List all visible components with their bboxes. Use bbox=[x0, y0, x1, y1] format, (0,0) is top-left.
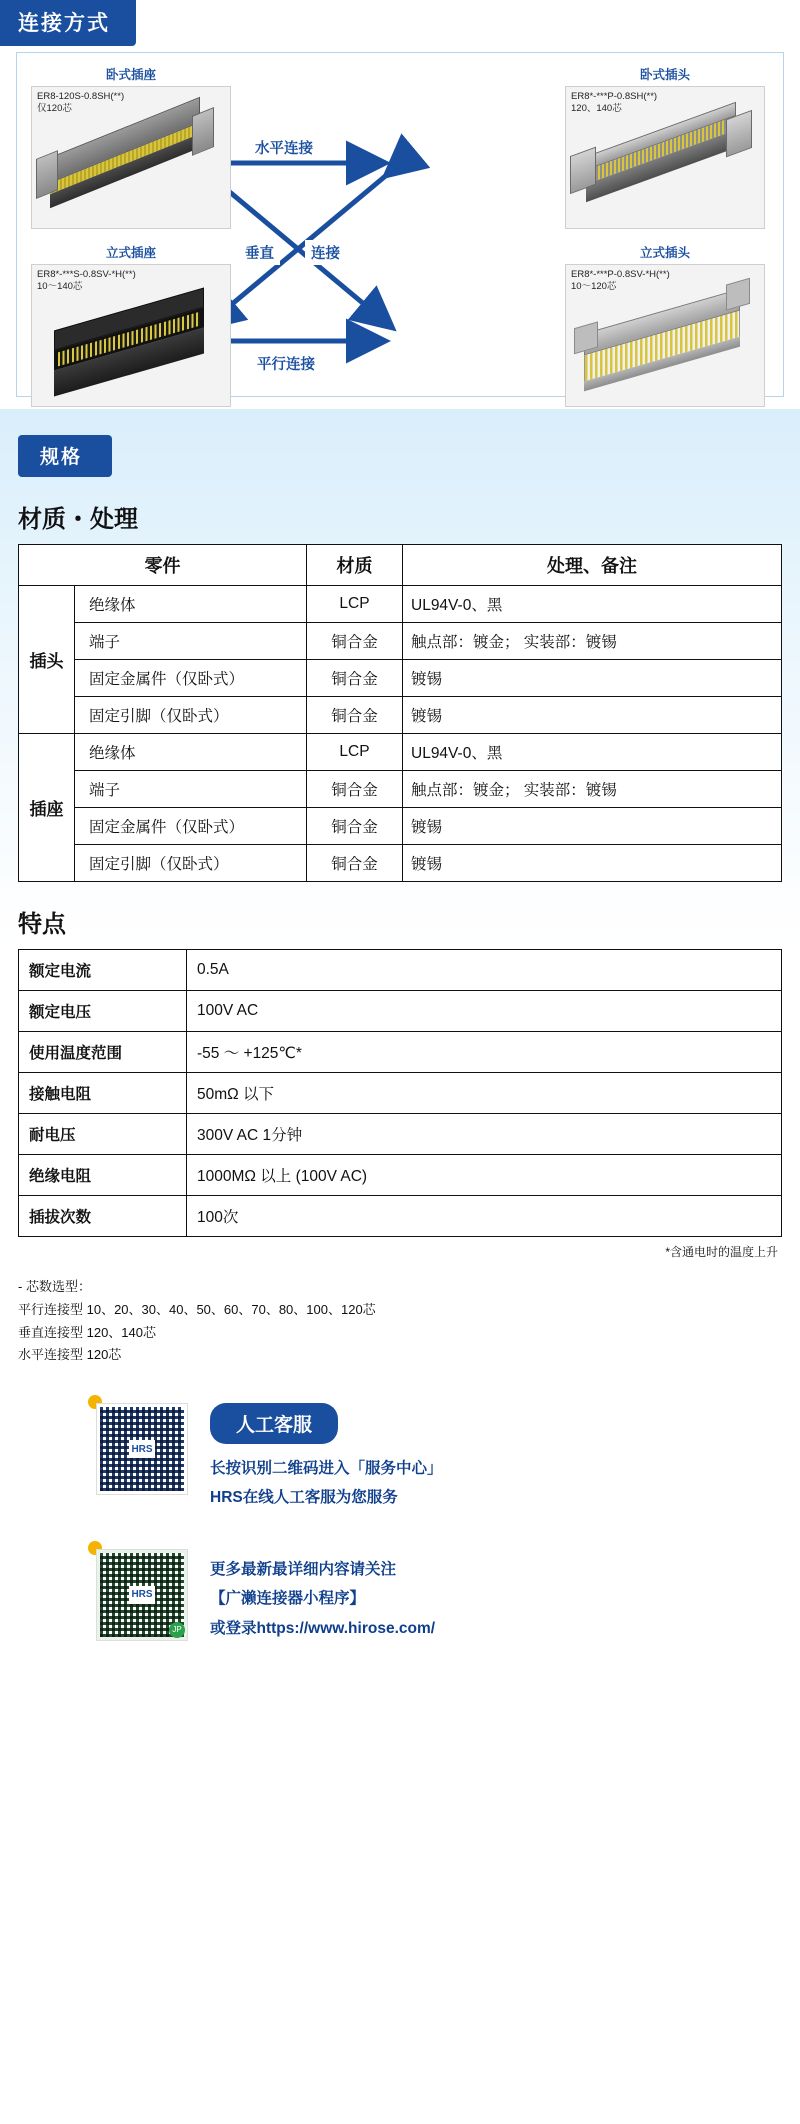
table-row bbox=[19, 623, 782, 660]
pin-count: 120、140芯 bbox=[571, 102, 622, 114]
cell-treatment: 镀锡 bbox=[403, 697, 782, 734]
qr-wrap-customer bbox=[96, 1403, 188, 1495]
table-row bbox=[19, 1155, 782, 1196]
cell-treatment: 镀锡 bbox=[403, 845, 782, 882]
pin-selection-note bbox=[18, 1276, 782, 1367]
table-row bbox=[19, 697, 782, 734]
service-line: 【广濑连接器小程序】 bbox=[210, 1590, 366, 1608]
feature-key: 额定电压 bbox=[19, 991, 187, 1032]
miniprogram-text bbox=[210, 1549, 435, 1643]
cell-material: LCP bbox=[307, 586, 403, 623]
table-row bbox=[19, 808, 782, 845]
jp-badge-icon: JP bbox=[169, 1622, 185, 1638]
cell-treatment: UL94V-0、黑 bbox=[403, 734, 782, 771]
feature-title: 特点 bbox=[18, 911, 66, 938]
feature-value: 300V AC 1分钟 bbox=[187, 1114, 782, 1155]
feature-value: 0.5A bbox=[187, 950, 782, 991]
service-line: 长按识别二维码进入「服务中心」 bbox=[210, 1460, 443, 1477]
service-block-customer bbox=[96, 1403, 800, 1513]
qr-code-customer-service[interactable] bbox=[96, 1403, 188, 1495]
pin-count: 仅120芯 bbox=[37, 102, 72, 114]
cell-part: 固定引脚（仅卧式） bbox=[75, 697, 307, 734]
table-header-row bbox=[19, 545, 782, 586]
qr-wrap-miniprogram bbox=[96, 1549, 188, 1641]
part-number-block bbox=[37, 91, 124, 115]
spec-section bbox=[0, 409, 800, 1377]
part-number-block bbox=[571, 91, 657, 115]
connector-image-horizontal-socket bbox=[31, 86, 231, 229]
table-row bbox=[19, 950, 782, 991]
feature-key: 额定电流 bbox=[19, 950, 187, 991]
pin-note-line: 平行连接型 10、20、30、40、50、60、70、80、100、120芯 bbox=[18, 1301, 376, 1317]
cell-horizontal-socket bbox=[31, 65, 231, 229]
cell-treatment: 镀锡 bbox=[403, 808, 782, 845]
cell-material: 铜合金 bbox=[307, 660, 403, 697]
qr-logo-label: HRS bbox=[129, 1440, 155, 1458]
feature-key: 绝缘电阻 bbox=[19, 1155, 187, 1196]
cell-part: 端子 bbox=[75, 623, 307, 660]
group-label-plug: 插头 bbox=[19, 586, 75, 734]
group-label-socket: 插座 bbox=[19, 734, 75, 882]
cell-caption: 立式插头 bbox=[639, 246, 690, 260]
service-line: HRS在线人工客服为您服务 bbox=[210, 1489, 398, 1507]
material-title: 材质・处理 bbox=[18, 506, 138, 533]
pin-note-title: - 芯数选型： bbox=[18, 1279, 91, 1294]
table-row bbox=[19, 1114, 782, 1155]
header-material: 材质 bbox=[307, 545, 403, 586]
table-row bbox=[19, 771, 782, 808]
connection-diagram bbox=[16, 52, 784, 397]
customer-service-pill: 人工客服 bbox=[210, 1403, 338, 1444]
qr-code-miniprogram[interactable] bbox=[96, 1549, 188, 1641]
pin-count: 10～120芯 bbox=[571, 280, 617, 292]
label-parallel-connection: 平行连接 bbox=[251, 351, 321, 376]
cell-part: 绝缘体 bbox=[75, 734, 307, 771]
cell-caption: 卧式插头 bbox=[639, 68, 690, 82]
cell-part: 固定金属件（仅卧式） bbox=[75, 808, 307, 845]
customer-service-text bbox=[210, 1403, 443, 1513]
cell-part: 绝缘体 bbox=[75, 586, 307, 623]
part-number-block bbox=[571, 269, 670, 293]
cell-horizontal-plug bbox=[565, 65, 765, 229]
connection-section bbox=[0, 0, 800, 409]
cell-part: 固定引脚（仅卧式） bbox=[75, 845, 307, 882]
service-block-miniprogram bbox=[96, 1549, 800, 1643]
table-row bbox=[19, 734, 782, 771]
part-number: ER8*-***P-0.8SV-*H(**) bbox=[571, 269, 670, 280]
feature-value: 50mΩ 以下 bbox=[187, 1073, 782, 1114]
part-number: ER8*-***S-0.8SV-*H(**) bbox=[37, 269, 136, 280]
service-line: 更多最新最详细内容请关注 bbox=[210, 1560, 397, 1578]
spec-section-tag: 规格 bbox=[18, 435, 112, 477]
table-row bbox=[19, 660, 782, 697]
connection-section-tag: 连接方式 bbox=[0, 0, 136, 46]
cell-part: 固定金属件（仅卧式） bbox=[75, 660, 307, 697]
cell-material: 铜合金 bbox=[307, 623, 403, 660]
table-row bbox=[19, 1196, 782, 1237]
feature-value: 100V AC bbox=[187, 991, 782, 1032]
cell-material: 铜合金 bbox=[307, 808, 403, 845]
cell-part: 端子 bbox=[75, 771, 307, 808]
connector-image-vertical-plug bbox=[565, 264, 765, 407]
feature-key: 插拔次数 bbox=[19, 1196, 187, 1237]
cell-treatment: UL94V-0、黑 bbox=[403, 586, 782, 623]
cell-vertical-socket bbox=[31, 243, 231, 407]
cell-material: 铜合金 bbox=[307, 697, 403, 734]
horizontal-plug-art bbox=[586, 102, 736, 227]
feature-table bbox=[18, 949, 782, 1237]
pin-count: 10～140芯 bbox=[37, 280, 83, 292]
header-part: 零件 bbox=[19, 545, 307, 586]
part-number-block bbox=[37, 269, 136, 293]
pin-note-line: 水平连接型 120芯 bbox=[18, 1347, 122, 1363]
part-number: ER8*-***P-0.8SH(**) bbox=[571, 91, 658, 102]
feature-footnote: *含通电时的温度上升 bbox=[665, 1245, 778, 1259]
table-row bbox=[19, 1073, 782, 1114]
cell-caption: 立式插座 bbox=[105, 246, 156, 260]
feature-key: 接触电阻 bbox=[19, 1073, 187, 1114]
connection-tag-wrap bbox=[0, 0, 800, 46]
feature-key: 使用温度范围 bbox=[19, 1032, 187, 1073]
cell-material: 铜合金 bbox=[307, 771, 403, 808]
cell-caption: 卧式插座 bbox=[105, 68, 156, 82]
vertical-socket-art bbox=[54, 287, 204, 406]
table-row bbox=[19, 991, 782, 1032]
pin-note-line: 垂直连接型 120、140芯 bbox=[18, 1324, 156, 1340]
table-row bbox=[19, 586, 782, 623]
cell-material: 铜合金 bbox=[307, 845, 403, 882]
feature-value: -55 ～ +125℃* bbox=[187, 1032, 782, 1073]
feature-key: 耐电压 bbox=[19, 1114, 187, 1155]
label-vertical-connection-right: 连接 bbox=[305, 240, 346, 265]
cell-material: LCP bbox=[307, 734, 403, 771]
label-vertical-connection-left: 垂直 bbox=[239, 240, 280, 265]
part-number: ER8-120S-0.8SH(**) bbox=[37, 91, 125, 102]
qr-logo-label: HRS bbox=[129, 1586, 155, 1604]
cell-treatment: 镀锡 bbox=[403, 660, 782, 697]
feature-value: 1000MΩ 以上 (100V AC) bbox=[187, 1155, 782, 1196]
service-line-url[interactable]: 或登录https://www.hirose.com/ bbox=[210, 1619, 436, 1637]
feature-value: 100次 bbox=[187, 1196, 782, 1237]
cell-treatment: 触点部：镀金； 实装部：镀锡 bbox=[403, 623, 782, 660]
connector-image-horizontal-plug bbox=[565, 86, 765, 229]
label-horizontal-connection: 水平连接 bbox=[249, 135, 319, 160]
table-row bbox=[19, 845, 782, 882]
material-table bbox=[18, 544, 782, 882]
table-row bbox=[19, 1032, 782, 1073]
cell-treatment: 触点部：镀金； 实装部：镀锡 bbox=[403, 771, 782, 808]
service-section bbox=[0, 1377, 800, 1667]
connector-image-vertical-socket bbox=[31, 264, 231, 407]
horizontal-socket-art bbox=[50, 97, 200, 229]
header-treatment: 处理、备注 bbox=[403, 545, 782, 586]
cell-vertical-plug bbox=[565, 243, 765, 407]
vertical-plug-art bbox=[584, 289, 740, 404]
